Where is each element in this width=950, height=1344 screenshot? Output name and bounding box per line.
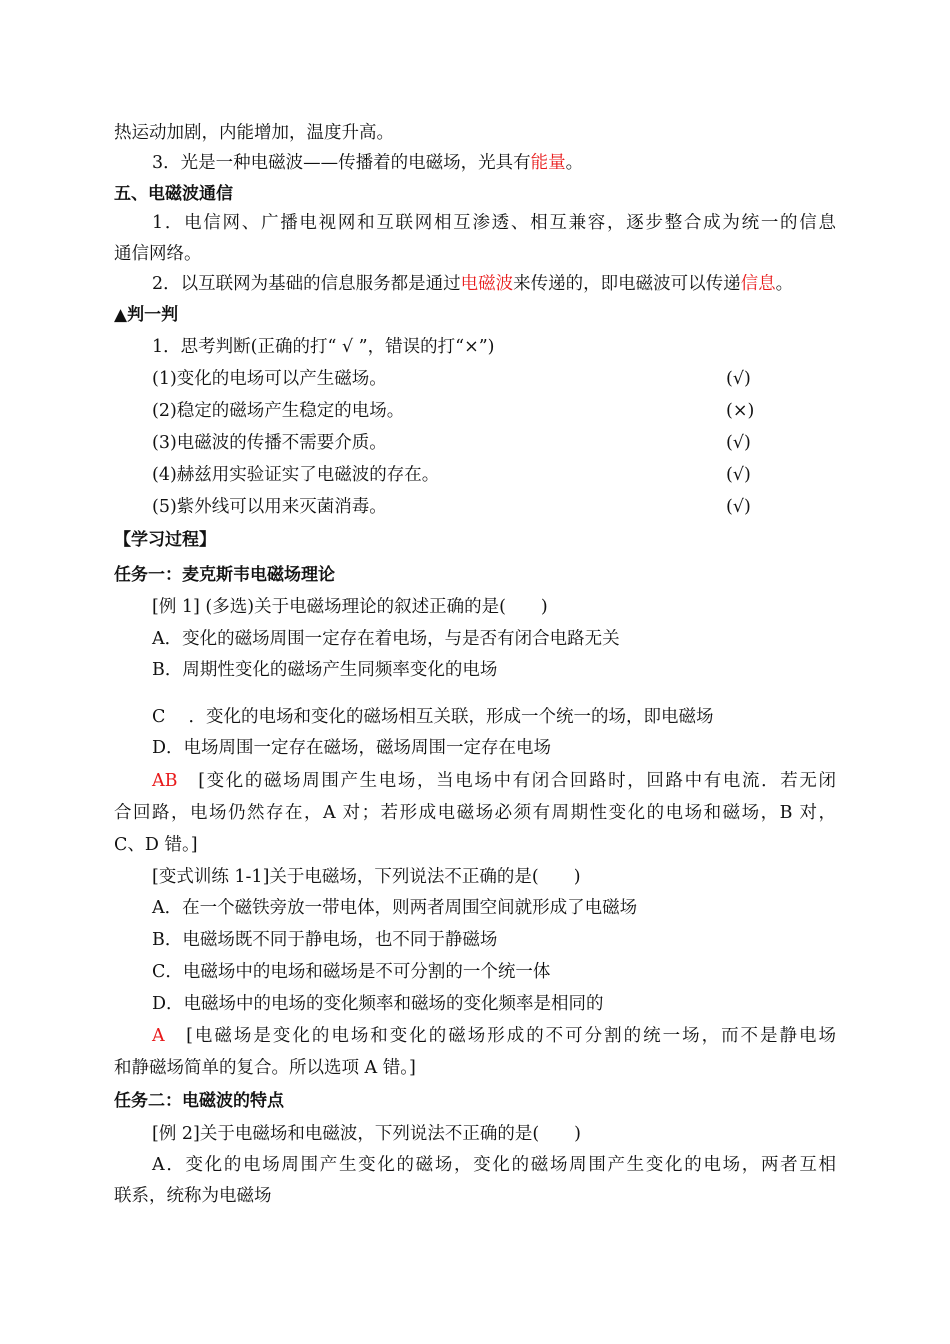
- text-line: [152, 929, 497, 951]
- text-line: [152, 496, 387, 518]
- text-line: [152, 1025, 836, 1047]
- text-line: [152, 628, 620, 650]
- text-line: [152, 993, 604, 1015]
- text-span: 1．思考判断(正确的打“ √ ”，错误的打“×”): [152, 337, 495, 357]
- text-span: 来传递的，即电磁波可以传递: [513, 274, 741, 294]
- text-line: [152, 596, 548, 618]
- judgement-mark: (√): [726, 433, 751, 453]
- text-span: C．电磁场中的电场和磁场是不可分割的一个统一体: [152, 962, 551, 982]
- text-line: [152, 1154, 836, 1176]
- text-line: [114, 1185, 272, 1207]
- text-span: 热运动加剧，内能增加，温度升高。: [114, 123, 394, 143]
- text-line: [152, 152, 583, 174]
- text-span: (1)变化的电场可以产生磁场。: [152, 369, 387, 389]
- text-line: [152, 336, 495, 358]
- section-heading: [114, 183, 233, 205]
- text-line: [114, 122, 394, 144]
- text-span: 【学习过程】: [114, 530, 216, 550]
- text-span: [变式训练 1-1]关于电磁场，下列说法不正确的是( ): [152, 867, 581, 887]
- text-span: 2．以互联网为基础的信息服务都是通过: [152, 274, 461, 294]
- text-line: [152, 432, 387, 454]
- text-span: 3．光是一种电磁波——传播着的电磁场，光具有: [152, 153, 531, 173]
- text-span: A．变化的电场周围产生变化的磁场，变化的磁场周围产生变化的电场，两者互相: [152, 1155, 836, 1175]
- text-line: [152, 706, 713, 728]
- text-line: [152, 464, 439, 486]
- text-line: [152, 368, 387, 390]
- answer-highlight: AB: [152, 771, 178, 791]
- text-span: A．变化的磁场周围一定存在着电场，与是否有闭合电路无关: [152, 629, 620, 649]
- text-span: (3)电磁波的传播不需要介质。: [152, 433, 387, 453]
- text-span: D．电场周围一定存在磁场，磁场周围一定存在电场: [152, 738, 552, 758]
- text-line: [152, 770, 836, 792]
- section-heading: [114, 1090, 284, 1112]
- text-span: 任务二：电磁波的特点: [114, 1091, 284, 1111]
- section-heading: [114, 564, 335, 586]
- answer-highlight: A: [152, 1026, 165, 1046]
- text-span: (2)稳定的磁场产生稳定的电场。: [152, 401, 405, 421]
- text-span: D．电磁场中的电场的变化频率和磁场的变化频率是相同的: [152, 994, 604, 1014]
- text-span: ▲判一判: [114, 305, 179, 325]
- text-span: C、D 错。]: [114, 835, 198, 855]
- answer-highlight: 电磁波: [460, 274, 514, 294]
- text-span: A．在一个磁铁旁放一带电体，则两者周围空间就形成了电磁场: [152, 898, 638, 918]
- judgement-mark: (×): [726, 401, 755, 421]
- answer-highlight: 能量: [530, 153, 566, 173]
- text-line: [152, 897, 637, 919]
- text-span: (4)赫兹用实验证实了电磁波的存在。: [152, 465, 440, 485]
- text-line: [152, 1123, 581, 1145]
- text-span: [电磁场是变化的电场和变化的磁场形成的不可分割的统一场，而不是静电场: [164, 1026, 836, 1046]
- text-span: 五、电磁波通信: [114, 184, 233, 204]
- text-line: [152, 212, 836, 234]
- text-line: [152, 737, 551, 759]
- text-line: [114, 1057, 416, 1079]
- text-span: B．电磁场既不同于静电场，也不同于静磁场: [152, 930, 498, 950]
- text-line: [152, 273, 793, 295]
- text-span: C ．变化的电场和变化的磁场相互关联，形成一个统一的场，即电磁场: [152, 707, 714, 727]
- section-heading: [114, 304, 178, 326]
- text-line: [152, 400, 404, 422]
- text-span: 联系，统称为电磁场: [114, 1186, 272, 1206]
- text-line: [152, 659, 497, 681]
- text-span: (5)紫外线可以用来灭菌消毒。: [152, 497, 387, 517]
- text-line: [114, 802, 836, 824]
- text-line: [152, 866, 581, 888]
- text-span: [例 1] (多选)关于电磁场理论的叙述正确的是( ): [152, 597, 548, 617]
- text-span: 任务一：麦克斯韦电磁场理论: [114, 565, 335, 585]
- text-span: 合回路，电场仍然存在，A 对；若形成电磁场必须有周期性变化的电场和磁场，B 对，: [114, 803, 836, 823]
- section-heading: [114, 529, 216, 551]
- text-span: 。: [775, 274, 794, 294]
- judgement-mark: (√): [726, 497, 751, 517]
- judgement-mark: (√): [726, 369, 751, 389]
- answer-highlight: 信息: [740, 274, 776, 294]
- text-span: [变化的磁场周围产生电场，当电场中有闭合回路时，回路中有电流．若无闭: [177, 771, 836, 791]
- text-span: [例 2]关于电磁场和电磁波，下列说法不正确的是( ): [152, 1124, 582, 1144]
- text-line: [114, 243, 202, 265]
- text-line: [114, 834, 198, 856]
- text-line: [152, 961, 550, 983]
- text-span: 和静磁场简单的复合。所以选项 A 错。]: [114, 1058, 416, 1078]
- judgement-mark: (√): [726, 465, 751, 485]
- text-span: 。: [565, 153, 584, 173]
- text-span: 1．电信网、广播电视网和互联网相互渗透、相互兼容，逐步整合成为统一的信息: [152, 213, 836, 233]
- text-span: 通信网络。: [114, 244, 202, 264]
- text-span: B．周期性变化的磁场产生同频率变化的电场: [152, 660, 498, 680]
